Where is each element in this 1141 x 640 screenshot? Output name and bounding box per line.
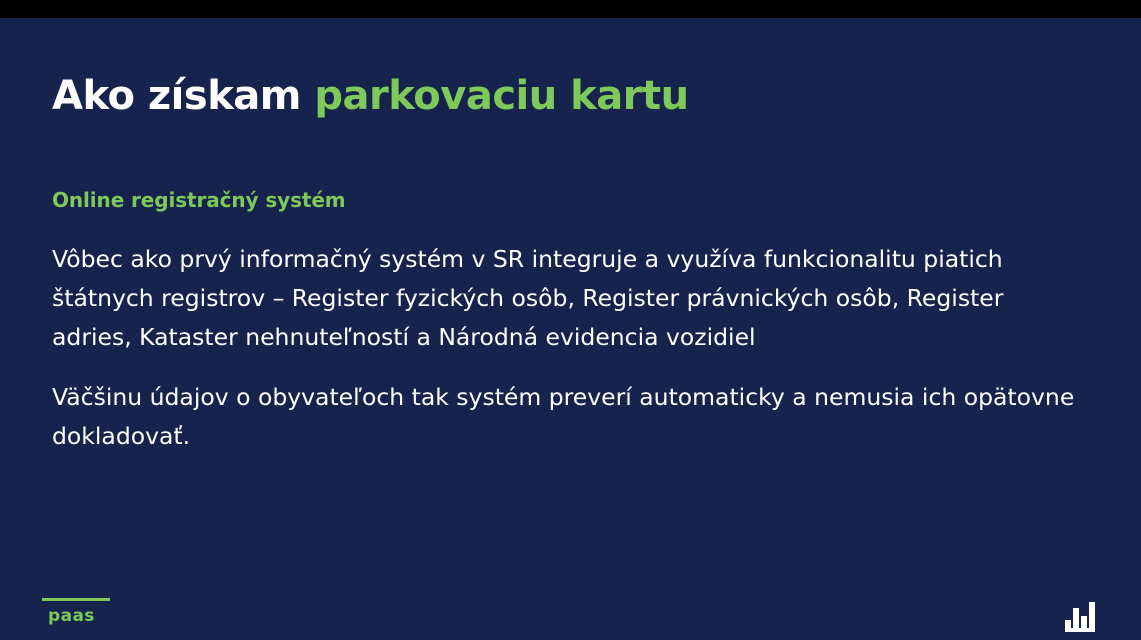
paas-logo-bar xyxy=(42,598,110,601)
presentation-slide xyxy=(0,18,1141,640)
page-title xyxy=(52,73,689,119)
body-paragraph-1: Vôbec ako prvý informačný systém v SR integruje a využíva funkcionalitu piatich štátnych registrov – Register fyzických osôb, Register právnických osôb, Register adries, Kataster nehnuteľností a Národná evidencia vozidiel xyxy=(52,245,1004,351)
body-paragraph-2: Väčšinu údajov o obyvateľoch tak systém preverí automaticky a nemusia ich opätovne dokladovať. xyxy=(52,383,1075,450)
paas-logo-text: paas xyxy=(48,606,95,626)
page-title-white-part: Ako získam xyxy=(52,73,315,119)
page-title-green-part: parkovaciu kartu xyxy=(314,73,689,119)
bratislava-bars-logo-icon xyxy=(1065,602,1099,632)
paas-logo xyxy=(42,598,110,626)
section-subtitle: Online registračný systém xyxy=(52,188,346,212)
